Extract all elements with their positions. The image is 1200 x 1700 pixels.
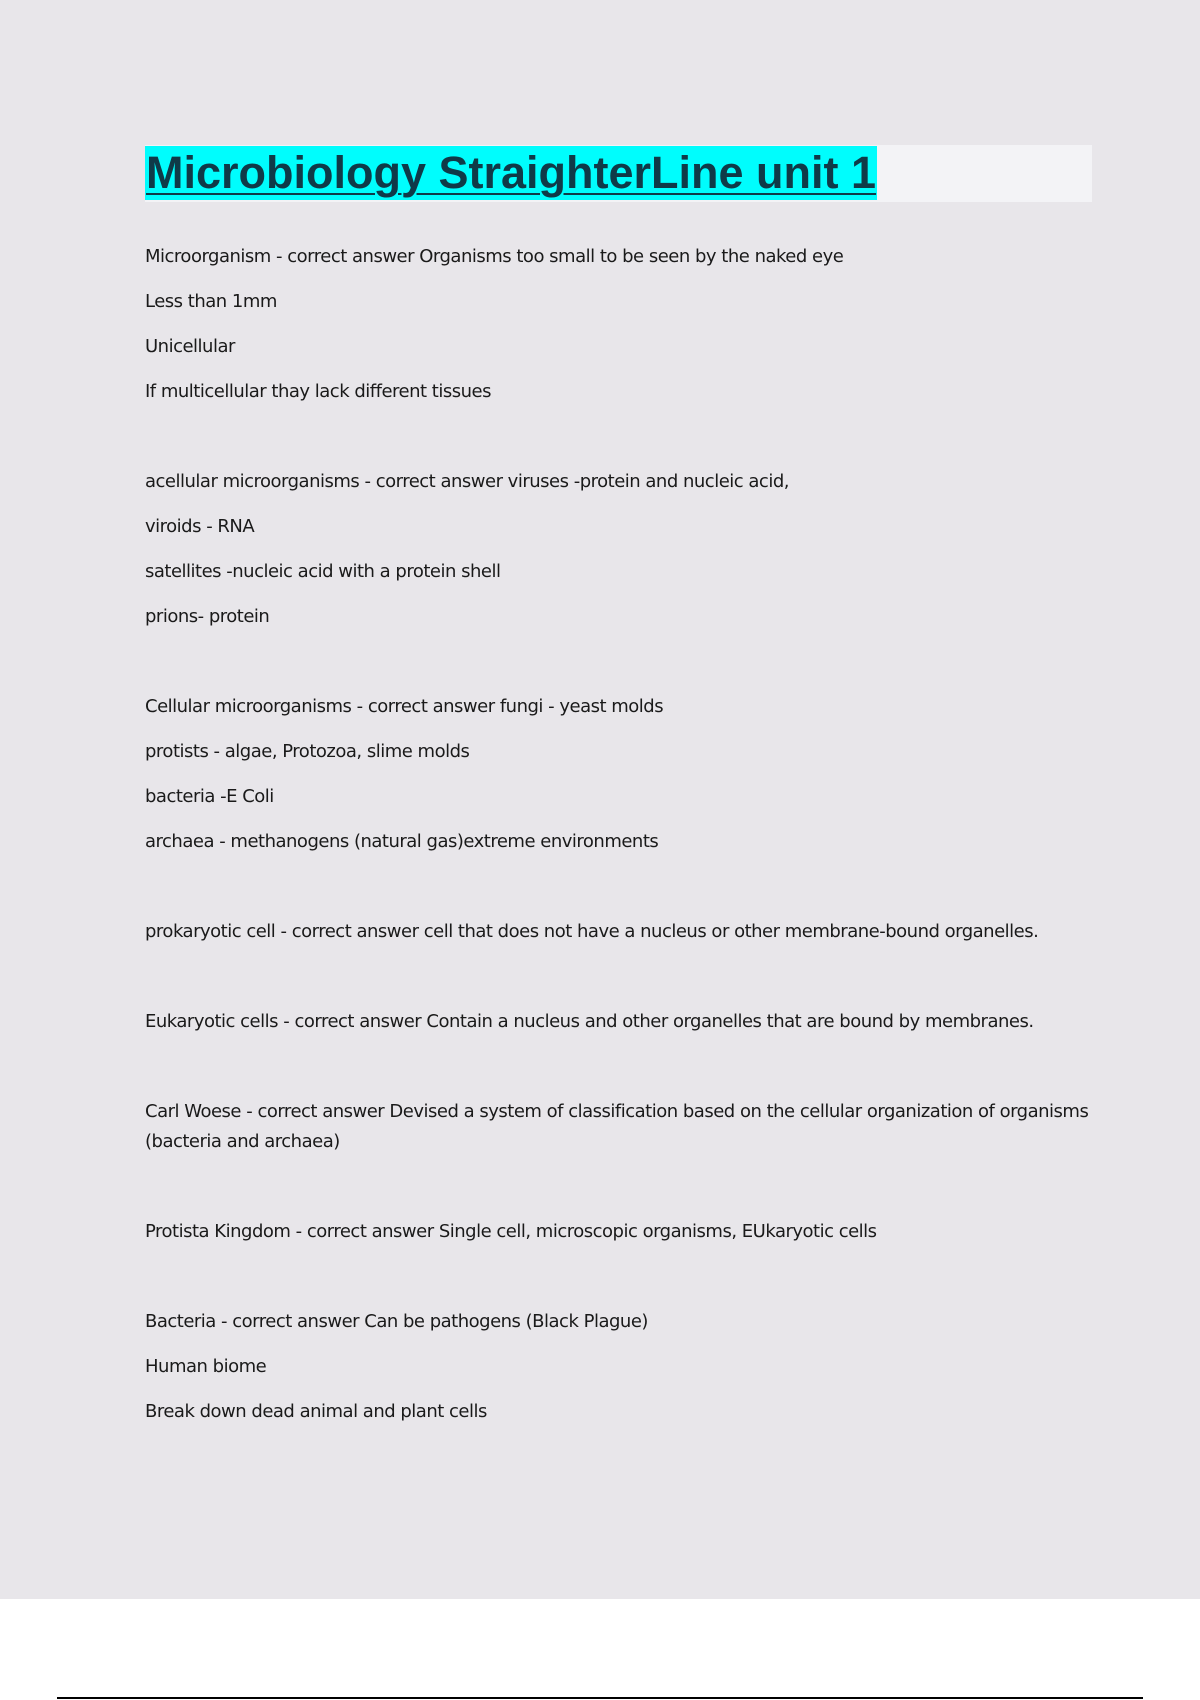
entry-line: Break down dead animal and plant cells xyxy=(145,1401,487,1422)
entry-line: Eukaryotic cells - correct answer Contain a nucleus and other organelles that are bound by membranes. xyxy=(145,1011,1034,1032)
entry-line: viroids - RNA xyxy=(145,516,255,537)
entry-line: Human biome xyxy=(145,1356,267,1377)
document-title: Microbiology StraighterLine unit 1 xyxy=(146,147,877,198)
entry-line: acellular microorganisms - correct answer viruses -protein and nucleic acid, xyxy=(145,471,789,492)
entry-eukaryotic-cells xyxy=(145,1007,1095,1037)
entry-spacer xyxy=(145,647,1095,692)
document-body xyxy=(145,242,1095,1442)
entry-line: protists - algae, Protozoa, slime molds xyxy=(145,741,470,762)
entry-spacer xyxy=(145,872,1095,917)
entry-microorganism xyxy=(145,242,1095,407)
entry-spacer xyxy=(145,422,1095,467)
entry-spacer xyxy=(145,1262,1095,1307)
entry-protista-kingdom xyxy=(145,1217,1095,1247)
entry-line: Carl Woese - correct answer Devised a system of classification based on the cellular organization of organisms (bacteria and archaea) xyxy=(145,1101,1089,1152)
footer-divider xyxy=(57,1697,1143,1699)
entry-bacteria xyxy=(145,1307,1095,1427)
entry-line: Unicellular xyxy=(145,336,235,357)
entry-line: Bacteria - correct answer Can be pathogens (Black Plague) xyxy=(145,1311,648,1332)
entry-line: archaea - methanogens (natural gas)extreme environments xyxy=(145,831,659,852)
entry-spacer xyxy=(145,1172,1095,1217)
entry-cellular-microorganisms xyxy=(145,692,1095,857)
entry-spacer xyxy=(145,1052,1095,1097)
entry-line: Less than 1mm xyxy=(145,291,277,312)
entry-line: If multicellular thay lack different tissues xyxy=(145,381,491,402)
entry-line: bacteria -E Coli xyxy=(145,786,274,807)
entry-line: satellites -nucleic acid with a protein shell xyxy=(145,561,501,582)
entry-acellular-microorganisms xyxy=(145,467,1095,632)
entry-carl-woese xyxy=(145,1097,1095,1157)
entry-spacer xyxy=(145,962,1095,1007)
entry-prokaryotic-cell xyxy=(145,917,1095,947)
entry-line: Protista Kingdom - correct answer Single cell, microscopic organisms, EUkaryotic cells xyxy=(145,1221,877,1242)
entry-line: Microorganism - correct answer Organisms too small to be seen by the naked eye xyxy=(145,246,844,267)
entry-line: prions- protein xyxy=(145,606,270,627)
entry-line: prokaryotic cell - correct answer cell that does not have a nucleus or other membrane-bound organelles. xyxy=(145,921,1039,942)
entry-line: Cellular microorganisms - correct answer fungi - yeast molds xyxy=(145,696,664,717)
